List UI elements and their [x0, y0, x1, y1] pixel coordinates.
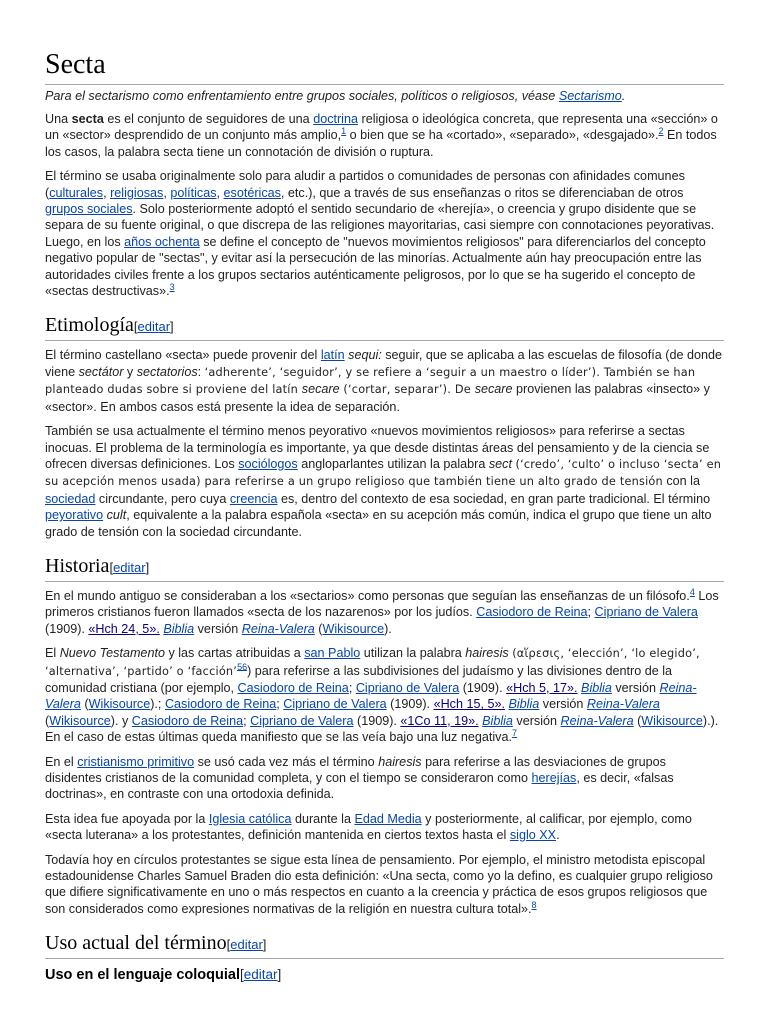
link-religiosas[interactable]: religiosas: [110, 185, 164, 200]
historia-paragraph-1: En el mundo antiguo se consideraban a los «sectarios» como personas que seguían las enseñanzas de un filósofo.$^4$ Los primeros cristianos fueron llamados «secta de los nazarenos» por los judíos. Casiodoro de Reina; Cipriano de Valera (1909). «Hch 24, 5». Biblia versión Reina-Valera (Wikisource).: [45, 586, 719, 636]
etimologia-paragraph-1: El término castellano «secta» puede provenir del latín sequi: seguir, que se aplicaba a las escuelas de filosofía (de donde viene sectátor y sectatorios: ‘adherente’, ‘seguidor’, y se refiere a ‘seguir a un maestro o líder’). También se han planteado dudas sobre si proviene del latín secare (‘cortar, separar’). De secare provienen las palabras «insecto» y «sector». En ambos casos está presente la idea de separación.: [45, 348, 723, 414]
link-biblia[interactable]: Biblia: [581, 680, 612, 695]
etimologia-paragraph-2: También se usa actualmente el término menos peyorativo «nuevos movimientos religiosos» para referirse a sectas inocuas. El problema de la terminología es importante, ya que desde distintas áreas del pensamiento y de la ciencia se ofrecen diversas definiciones. Los sociólogos angloparlantes utilizan la palabra sect (‘credo’, ‘culto’ o incluso ‘secta’ en su acepción menos usada) para referirse a un grupo religioso que también tiene un alto grado de tensión con la sociedad circundante, pero cuya creencia es, dentro del contexto de esa sociedad, en gran parte tradicional. El término peyorativo cult, equivalente a la palabra española «secta» en su acepción más común, indica el grupo que tiene un alto grado de tensión con la sociedad circundante.: [45, 424, 722, 539]
ref-2[interactable]: 2: [658, 126, 664, 137]
link-san-pablo[interactable]: san Pablo: [304, 646, 361, 661]
ref-56[interactable]: 56: [237, 661, 248, 672]
link-casiodoro[interactable]: Casiodoro de Reina: [131, 713, 244, 728]
link-hch-24-5[interactable]: «Hch 24, 5».: [88, 621, 160, 636]
ref-8[interactable]: 8: [531, 899, 537, 910]
historia-paragraph-2: El Nuevo Testamento y las cartas atribuidas a san Pablo utilizan la palabra hairesis (αἵρεσις, ‘elección’, ‘lo elegido’, ‘alternativa’, ‘partido’ o ‘facción’$^{56}$) para referirse a las subdivisiones del judaísmo y las divisiones dentro de la comunidad cristiana (por ejemplo, Casiodoro de Reina; Cipriano de Valera (1909). «Hch 5, 17». Biblia versión Reina-Valera (Wikisource).; Casiodoro de Reina; Cipriano de Valera (1909). «Hch 15, 5». Biblia versión Reina-Valera (Wikisource). y Casiodoro de Reina; Cipriano de Valera (1909). «1Co 11, 19». Biblia versión Reina-Valera (Wikisource).). En el caso de estas últimas queda manifiesto que se las veía bajo una luz negativa.$^7$: [45, 646, 719, 745]
link-politicas[interactable]: políticas: [170, 185, 217, 200]
link-reina-valera[interactable]: Reina-Valera: [586, 697, 660, 712]
link-1co-11-19[interactable]: «1Co 11, 19».: [400, 713, 479, 728]
link-hch-5-17[interactable]: «Hch 5, 17».: [506, 680, 578, 695]
link-latin[interactable]: latín: [320, 348, 345, 363]
edit-link-etimologia[interactable]: editar: [137, 319, 171, 335]
section-heading-uso-actual: Uso actual del término[editar]: [45, 931, 724, 959]
link-creencia[interactable]: creencia: [229, 491, 278, 506]
link-anos-ochenta[interactable]: años ochenta: [124, 234, 200, 249]
ref-3[interactable]: 3: [169, 281, 175, 292]
hatnote: [45, 88, 724, 105]
link-biblia[interactable]: Biblia: [163, 621, 195, 636]
ref-7[interactable]: 7: [511, 728, 517, 738]
link-wikisource[interactable]: Wikisource: [322, 621, 385, 636]
link-cipriano[interactable]: Cipriano de Valera: [355, 680, 460, 695]
historia-paragraph-4: Esta idea fue apoyada por la Iglesia católica durante la Edad Media y posteriormente, al calificar, por ejemplo, como «secta luterana» a los protestantes, definición mantenida en ciertos textos hasta el siglo XX.: [45, 811, 692, 843]
link-siglo-xx[interactable]: siglo XX: [509, 828, 557, 843]
ref-4[interactable]: 4: [689, 586, 695, 597]
section-heading-historia: Historia[editar]: [45, 554, 724, 582]
edit-section: [editar]: [133, 319, 174, 335]
link-herejias[interactable]: herejías: [531, 771, 577, 785]
link-iglesia-catolica[interactable]: Iglesia católica: [208, 811, 292, 826]
link-cipriano[interactable]: Cipriano de Valera: [250, 713, 354, 728]
edit-section: [editar]: [226, 937, 267, 953]
link-wikisource[interactable]: Wikisource: [49, 713, 111, 728]
subsection-heading-uso-coloquial: Uso en el lenguaje coloquial[editar]: [45, 967, 282, 984]
intro-paragraph-1: Una secta es el conjunto de seguidores de una doctrina religiosa o ideológica concreta, que representa una «sección» o un «sector» desprendido de un conjunto más amplio,$^1$ o bien que se ha «cortado», «separado», «desgajado».$^2$ En todos los casos, la palabra secta tiene un connotación de división o ruptura.: [45, 112, 718, 159]
link-cipriano[interactable]: Cipriano de Valera: [594, 605, 698, 620]
link-biblia[interactable]: Biblia: [508, 697, 540, 712]
link-hch-15-5[interactable]: «Hch 15, 5».: [433, 697, 505, 712]
link-sociologos[interactable]: sociólogos: [238, 456, 298, 471]
link-sociedad[interactable]: sociedad: [45, 491, 96, 506]
intro-paragraph-2: El término se usaba originalmente solo para aludir a partidos o comunidades de personas con afinidades comunes (culturales, religiosas, políticas, esotéricas, etc.), que a través de sus enseñanzas o ritos se diferenciaban de otros grupos sociales. Solo posteriormente adoptó el sentido secundario de «herejía», o creencia y grupo disidente que se separa de su fuente original, o que discrepa de las religiones mayoritarias, casi siempre con connotaciones peyorativas. Luego, en los años ochenta se define el concepto de "nuevos movimientos religiosos" para diferenciarlos del concepto negativo popular de "sectas", y evitar así la persecución de las minorías. Actualmente aún hay preocupación entre las autoridades civiles frente a los grupos sectarios auténticamente peligrosos, por lo que se ha sugerido el concepto de «sectas destructivas».$^3$: [45, 169, 715, 299]
link-casiodoro[interactable]: Casiodoro de Reina: [476, 605, 588, 620]
link-wikisource[interactable]: Wikisource: [88, 697, 151, 712]
link-doctrina[interactable]: doctrina: [313, 112, 358, 126]
link-edad-media[interactable]: Edad Media: [354, 811, 422, 826]
edit-link-uso-actual[interactable]: editar: [230, 937, 263, 953]
ref-1[interactable]: 1: [341, 126, 347, 137]
section-heading-etimologia: Etimología[editar]: [45, 313, 724, 341]
historia-paragraph-5: Todavía hoy en círculos protestantes se sigue esta línea de pensamiento. Por ejemplo, el ministro metodista episcopal estadounidense Charles Samuel Braden dio esta definición: «Una secta, como yo la defino, es cualquier grupo religioso que difiere significativamente en uno o más respectos en cuanto a la creencia y práctica de esos grupos religiosos que son considerados como expresiones normativas de la religión en nuestra cultura total».$^8$: [45, 852, 713, 916]
link-reina-valera[interactable]: Reina-Valera: [241, 621, 315, 636]
link-peyorativo[interactable]: peyorativo: [45, 508, 104, 523]
link-casiodoro[interactable]: Casiodoro de Reina: [237, 680, 349, 695]
link-grupos-sociales[interactable]: grupos sociales: [45, 202, 133, 217]
edit-section: [editar]: [109, 559, 150, 575]
hatnote-text: Para el sectarismo como enfrentamiento entre grupos sociales, políticos o religiosos, véase: [45, 89, 559, 103]
link-esotericas[interactable]: esotéricas: [223, 185, 281, 200]
link-reina-valera[interactable]: Reina-Valera: [45, 680, 697, 712]
edit-link-historia[interactable]: editar: [113, 559, 146, 575]
edit-link-uso-coloquial[interactable]: editar: [243, 967, 278, 983]
link-casiodoro[interactable]: Casiodoro de Reina: [164, 697, 277, 712]
hatnote-end: .: [621, 89, 626, 103]
link-biblia[interactable]: Biblia: [482, 713, 513, 728]
term-secta: secta: [71, 112, 104, 126]
link-culturales[interactable]: culturales: [49, 185, 104, 200]
link-reina-valera[interactable]: Reina-Valera: [560, 713, 634, 728]
page-title: Secta: [45, 48, 724, 85]
link-cristianismo-primitivo[interactable]: cristianismo primitivo: [77, 754, 195, 769]
historia-paragraph-3: En el cristianismo primitivo se usó cada vez más el término hairesis para referirse a las desviaciones de grupos disidentes cristianos de la comunidad completa, y con el tiempo se consideraron como herejías, es decir, «falsas doctrinas», en contraste con una ortodoxia definida.: [45, 754, 674, 802]
link-cipriano[interactable]: Cipriano de Valera: [283, 697, 387, 712]
link-sectarismo[interactable]: Sectarismo: [558, 89, 622, 103]
link-wikisource[interactable]: Wikisource: [641, 713, 703, 728]
edit-section: [editar]: [240, 967, 282, 983]
